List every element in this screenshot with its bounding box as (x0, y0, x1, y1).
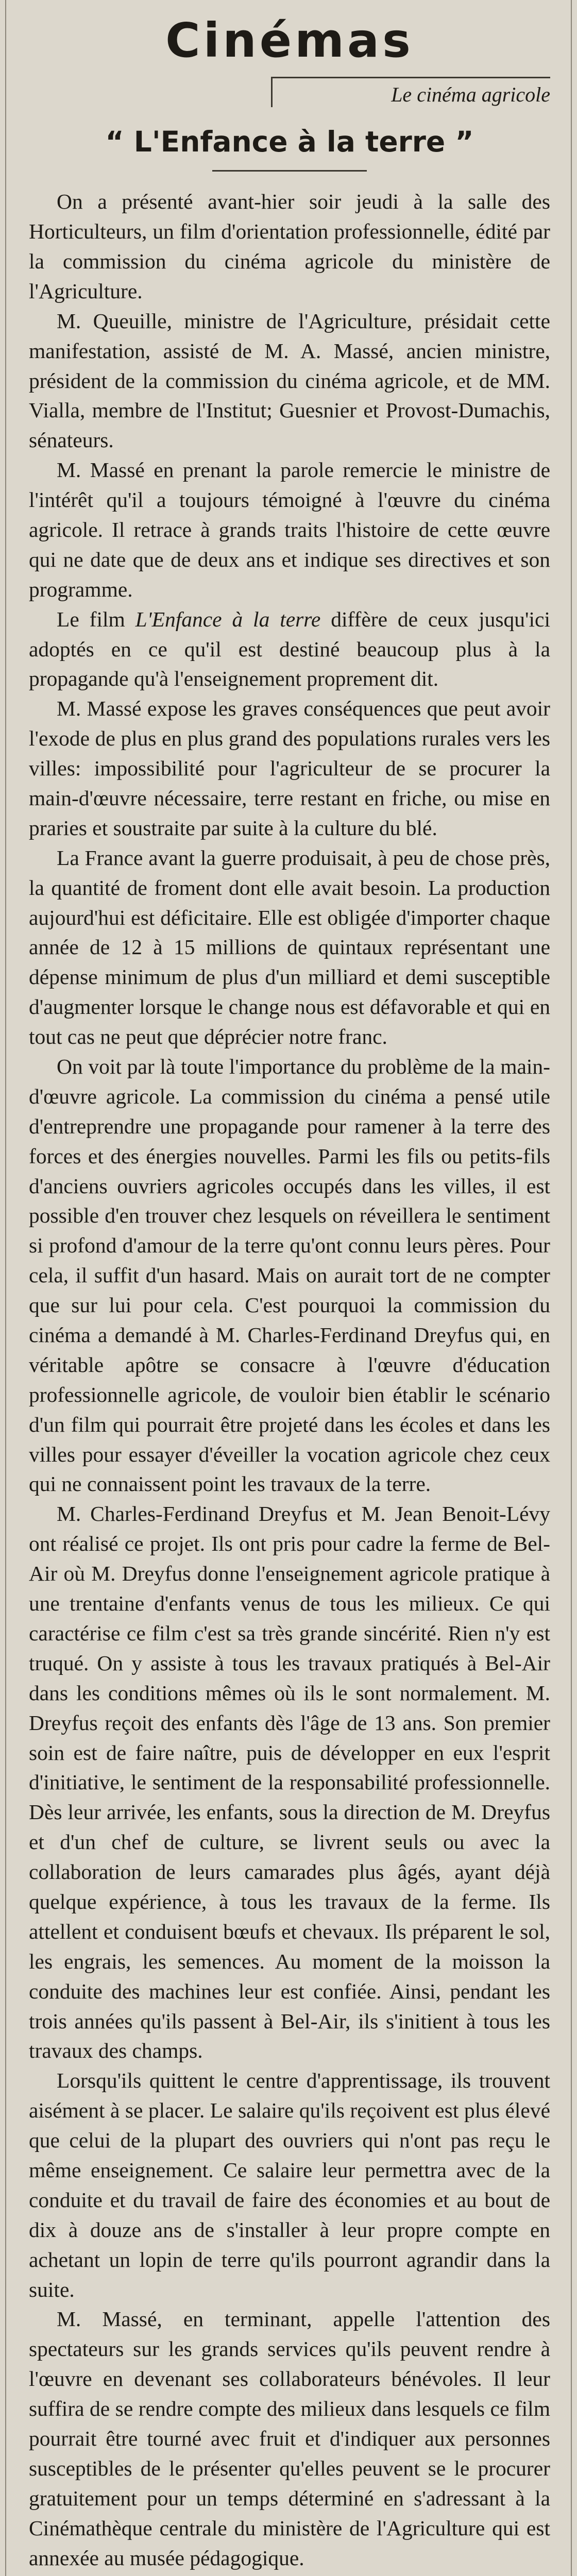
section-heading: Cinémas (165, 13, 414, 68)
paragraph: On voit par là toute l'importance du problème de la main-d'œuvre agricole. La commission du cinéma a pensé utile d'entreprendre une propagande pour ramener à la terre des forces et des énergies nouvelles. Parmi les fils ou petits-fils d'anciens ouvriers agricoles occupés dans les villes, il est possible d'en trouver chez lesquels on réveillera le sentiment si profond d'amour de la terre qu'ont connu leurs pères. Pour cela, il suffit d'un hasard. Mais on aurait tort de ne compter que sur lui pour cela. C'est pourquoi la commission du cinéma a demandé à M. Charles-Ferdinand Dreyfus qui, en véritable apôtre se consacre à l'œuvre d'éducation professionnelle agricole, de vouloir bien établir le scénario d'un film qui pourrait être projeté dans les écoles et dans les villes pour essayer d'éveiller la vocation agricole chez ceux qui ne connaissent point les travaux de la terre. (29, 1055, 550, 1496)
paragraph: Le film L'Enfance à la terre diffère de ceux jusqu'ici adoptés en ce qu'il est destiné beaucoup plus à la propagande qu'à l'enseignement proprement dit. (29, 607, 550, 691)
article-body (29, 187, 550, 2576)
paragraph: Lorsqu'ils quittent le centre d'apprentissage, ils trouvent aisément à se placer. Le salaire qu'ils reçoivent est plus élevé que celui de la plupart des ouvriers qui n'ont pas reçu le même enseignement. Ce salaire leur permettra avec de la conduite et du travail de faire des économies et au bout de dix à douze ans de s'installer à leur propre compte en achetant un lopin de terre qu'ils pourront agrandir dans la suite. (29, 2069, 550, 2301)
left-column-rule (5, 0, 6, 2576)
article-title: “ L'Enfance à la terre ” (105, 125, 474, 159)
paragraph: La France avant la guerre produisait, à peu de chose près, la quantité de froment dont elle avait besoin. La production aujourd'hui est déficitaire. Elle est obligée d'importer chaque année de 12 à 15 millions de quintaux représentant une dépense minimum de plus d'un milliard et demi susceptible d'augmenter lorsque le change nous est défavorable et qui en tout cas ne peut que déprécier notre franc. (29, 845, 550, 1049)
paragraph: M. Massé, en terminant, appelle l'attention des spectateurs sur les grands services qu'ils peuvent rendre à l'œuvre en devenant ses collaborateurs bénévoles. Il leur suffira de se rendre compte des milieux dans lesquels ce film pourrait être tourné avec fruit et d'indiquer aux personnes susceptibles de le présenter qu'elles peuvent se le procurer gratuitement pour un temps déterminé en s'adressant à la Cinémathèque centrale du ministère de l'Agriculture qui est annexée au musée pédagogique. (29, 2307, 550, 2570)
paragraph: M. Charles-Ferdinand Dreyfus et M. Jean Benoit-Lévy ont réalisé ce projet. Ils ont pris pour cadre la ferme de Bel-Air où M. Dreyfus donne l'enseignement agricole pratique à une trentaine d'enfants venus de tous les milieux. Ce qui caractérise ce film c'est sa très grande sincérité. Rien n'y est truqué. On y assiste à tous les travaux pratiqués à Bel-Air dans les conditions mêmes où ils le sont normalement. M. Dreyfus reçoit des enfants dès l'âge de 13 ans. Son premier soin est de faire naître, puis de développer en eux l'esprit d'initiative, le sentiment de la responsabilité professionnelle. Dès leur arrivée, les enfants, sous la direction de M. Dreyfus et d'un chef de culture, se livrent seuls ou avec la collaboration de leurs camarades plus âgés, ayant déjà quelque expérience, à tous les travaux de la ferme. Ils attellent et conduisent bœufs et chevaux. Ils préparent le sol, les engrais, les semences. Au moment de la moisson la conduite des machines leur est confiée. Ainsi, pendant les trois années qu'ils passent à Bel-Air, ils s'initient à tous les travaux des champs. (29, 1502, 550, 2063)
paragraph: M. Queuille, ministre de l'Agriculture, présidait cette manifestation, assisté de M. A. Massé, ancien ministre, président de la commission du cinéma agricole, et de MM. Vialla, membre de l'Institut; Guesnier et Provost-Dumachis, sénateurs. (29, 309, 550, 452)
paragraph (29, 2573, 550, 2576)
rubric-label: Le cinéma agricole (271, 77, 550, 107)
paragraph: On a présenté avant-hier soir jeudi à la salle des Horticulteurs, un film d'orientation professionnelle, édité par la commission du cinéma agricole du ministère de l'Agriculture. (29, 190, 550, 303)
paragraph: M. Massé expose les graves conséquences que peut avoir l'exode de plus en plus grand des populations rurales vers les villes: impossibilité pour l'agriculteur de se procurer la main-d'œuvre nécessaire, terre restant en friche, ou mise en praries et soustraite par suite à la culture du blé. (29, 697, 550, 840)
film-title-italic: L'Enfance à la terre (135, 607, 321, 631)
paragraph: M. Massé en prenant la parole remercie le ministre de l'intérêt qu'il a toujours témoigné à l'œuvre du cinéma agricole. Il retrace à grands traits l'histoire de cette œuvre qui ne date que de deux ans et indique ses directives et son programme. (29, 458, 550, 601)
right-column-rule (571, 0, 572, 2576)
title-divider (212, 170, 367, 172)
